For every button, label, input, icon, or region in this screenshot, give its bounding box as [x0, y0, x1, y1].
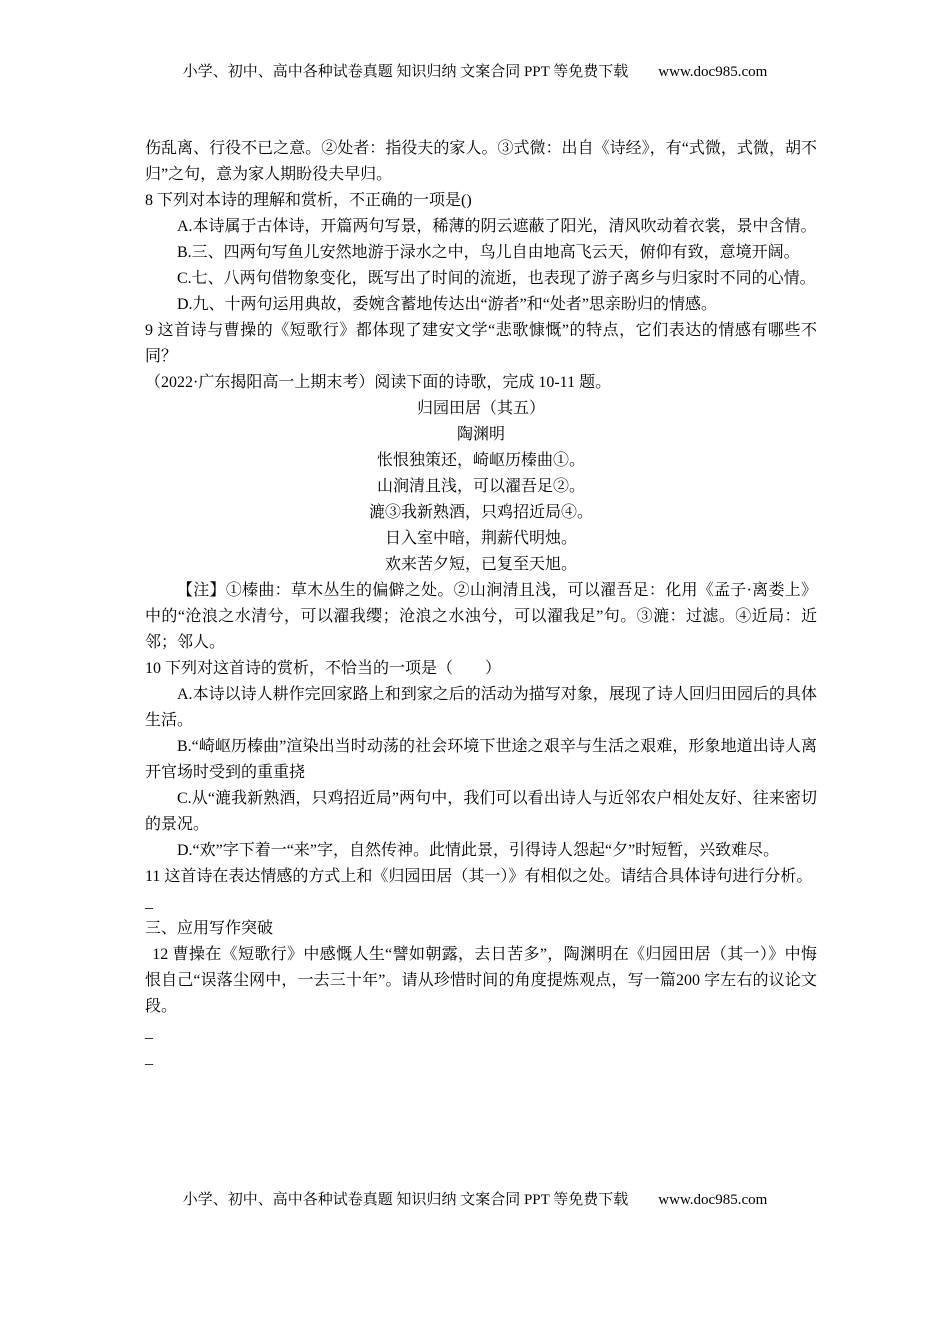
question-10-option-d: D.“欢”字下着一“来”字，自然传神。此情此景，引得诗人怨起“夕”时短暂，兴致难尽。: [177, 842, 780, 859]
header-url[interactable]: www.doc985.com: [658, 64, 768, 80]
intro-note: 伤乱离、行役不已之意。②处者：指役夫的家人。③式微：出自《诗经》，有“式微，式微，胡不归”之句，意为家人期盼役夫早归。: [145, 140, 817, 183]
footer-url[interactable]: www.doc985.com: [658, 1192, 768, 1208]
blank-line-3: _: [145, 1050, 153, 1067]
blank-line-1: _: [145, 894, 153, 911]
question-9-stem: 9 这首诗与曹操的《短歌行》都体现了建安文学“悲歌慷慨”的特点，它们表达的情感有哪些不同？: [145, 322, 817, 365]
blank-line-2: _: [145, 1024, 153, 1041]
poem-line-5: 欢来苦夕短，已复至天旭。: [384, 556, 577, 573]
question-12-stem: 12 曹操在《短歌行》中感慨人生“譬如朝露，去日苦多”，陶渊明在《归园田居（其一）》中悔恨自己“误落尘网中，一去三十年”。请从珍惜时间的角度提炼观点，写一篇200 字左右的议论文段。: [145, 946, 817, 1015]
page-footer: [0, 1190, 950, 1210]
question-10-option-c: C.从“漉我新熟酒，只鸡招近局”两句中，我们可以看出诗人与近邻农户相处友好、往来密切的景况。: [145, 790, 817, 833]
source-line: （2022·广东揭阳高一上期末考）阅读下面的诗歌，完成 10-11 题。: [145, 374, 612, 391]
page-header: [0, 62, 950, 82]
question-8-option-d: D.九、十两句运用典故，委婉含蓄地传达出“游者”和“处者”思亲盼归的情感。: [177, 296, 717, 313]
poem-line-3: 漉③我新熟酒，只鸡招近局④。: [368, 504, 593, 521]
header-text: 小学、初中、高中各种试卷真题 知识归纳 文案合同 PPT 等免费下载: [182, 64, 629, 80]
poem-line-4: 日入室中暗，荆薪代明烛。: [384, 530, 577, 547]
document-body: [145, 136, 817, 1072]
question-8-option-b: B.三、四两句写鱼儿安然地游于渌水之中，鸟儿自由地高飞云天，俯仰有致，意境开阔。: [177, 244, 800, 261]
poem-author: 陶渊明: [456, 426, 505, 443]
poem-line-1: 怅恨独策还，崎岖历榛曲①。: [376, 452, 585, 469]
question-10-option-a: A.本诗以诗人耕作完回家路上和到家之后的活动为描写对象，展现了诗人回归田园后的具体生活。: [145, 686, 817, 729]
footer-text: 小学、初中、高中各种试卷真题 知识归纳 文案合同 PPT 等免费下载: [182, 1192, 629, 1208]
question-8-option-a: A.本诗属于古体诗，开篇两句写景，稀薄的阴云遮蔽了阳光，清风吹动着衣裳，景中含情。: [177, 218, 817, 235]
question-10-stem: 10 下列对这首诗的赏析，不恰当的一项是（ ）: [145, 660, 502, 677]
poem-note: 【注】①榛曲：草木丛生的偏僻之处。②山涧清且浅，可以濯吾足：化用《孟子·离娄上》中的“沧浪之水清兮，可以濯我缨；沧浪之水浊兮，可以濯我足”句。③漉：过滤。④近局：近邻；邻人。: [145, 582, 817, 651]
question-8-option-c: C.七、八两句借物象变化，既写出了时间的流逝，也表现了游子离乡与归家时不同的心情。: [177, 270, 816, 287]
question-10-option-b: B.“崎岖历榛曲”渲染出当时动荡的社会环境下世途之艰辛与生活之艰难，形象地道出诗人离开官场时受到的重重挠: [145, 738, 817, 781]
poem-title: 归园田居（其五）: [416, 400, 545, 417]
question-8-stem: 8 下列对本诗的理解和赏析，不正确的一项是(): [145, 192, 472, 209]
section-3-heading: 三、应用写作突破: [145, 920, 274, 937]
poem-line-2: 山涧清且浅，可以濯吾足②。: [376, 478, 585, 495]
question-11-stem: 11 这首诗在表达情感的方式上和《归园田居（其一）》有相似之处。请结合具体诗句进行分析。: [145, 868, 813, 885]
